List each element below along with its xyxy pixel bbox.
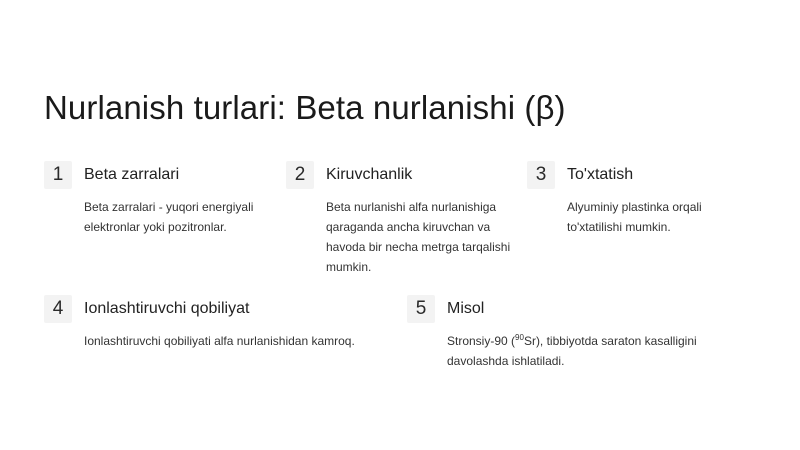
- description-prefix: Stronsiy-90 (: [447, 334, 516, 348]
- list-item-stopping: [527, 161, 767, 241]
- slide-title: Nurlanish turlari: Beta nurlanishi (β): [44, 89, 566, 126]
- isotope-mass-number: 90: [515, 333, 524, 342]
- item-title: Ionlashtiruvchi qobiliyat: [84, 300, 250, 317]
- description-suffix: ), tibbiyotda saraton kasalligini davolashda ishlatiladi.: [447, 334, 697, 368]
- item-number-badge: 2: [286, 161, 314, 189]
- list-item-penetration: [286, 161, 511, 281]
- item-description: Alyuminiy plastinka orqali to'xtatilishi mumkin.: [567, 200, 702, 234]
- item-title: Beta zarralari: [84, 166, 180, 183]
- item-description: Beta zarralari - yuqori energiyali elektronlar yoki pozitronlar.: [84, 200, 254, 234]
- list-item-beta-particles: [44, 161, 264, 241]
- list-item-example: [407, 295, 767, 375]
- item-number-badge: 3: [527, 161, 555, 189]
- item-title: To'xtatish: [567, 166, 634, 183]
- item-number-badge: 5: [407, 295, 435, 323]
- item-number-badge: 1: [44, 161, 72, 189]
- item-number-badge: 4: [44, 295, 72, 323]
- item-description: Beta nurlanishi alfa nurlanishiga qaraganda ancha kiruvchan va havoda bir necha metrga tarqalishi mumkin.: [326, 200, 511, 274]
- item-title: Misol: [447, 300, 485, 317]
- isotope-symbol: Sr: [523, 334, 536, 348]
- list-item-ionizing-ability: [44, 295, 404, 355]
- item-description: [447, 331, 747, 371]
- item-title: Kiruvchanlik: [326, 166, 413, 183]
- item-description: Ionlashtiruvchi qobiliyati alfa nurlanishidan kamroq.: [84, 334, 355, 348]
